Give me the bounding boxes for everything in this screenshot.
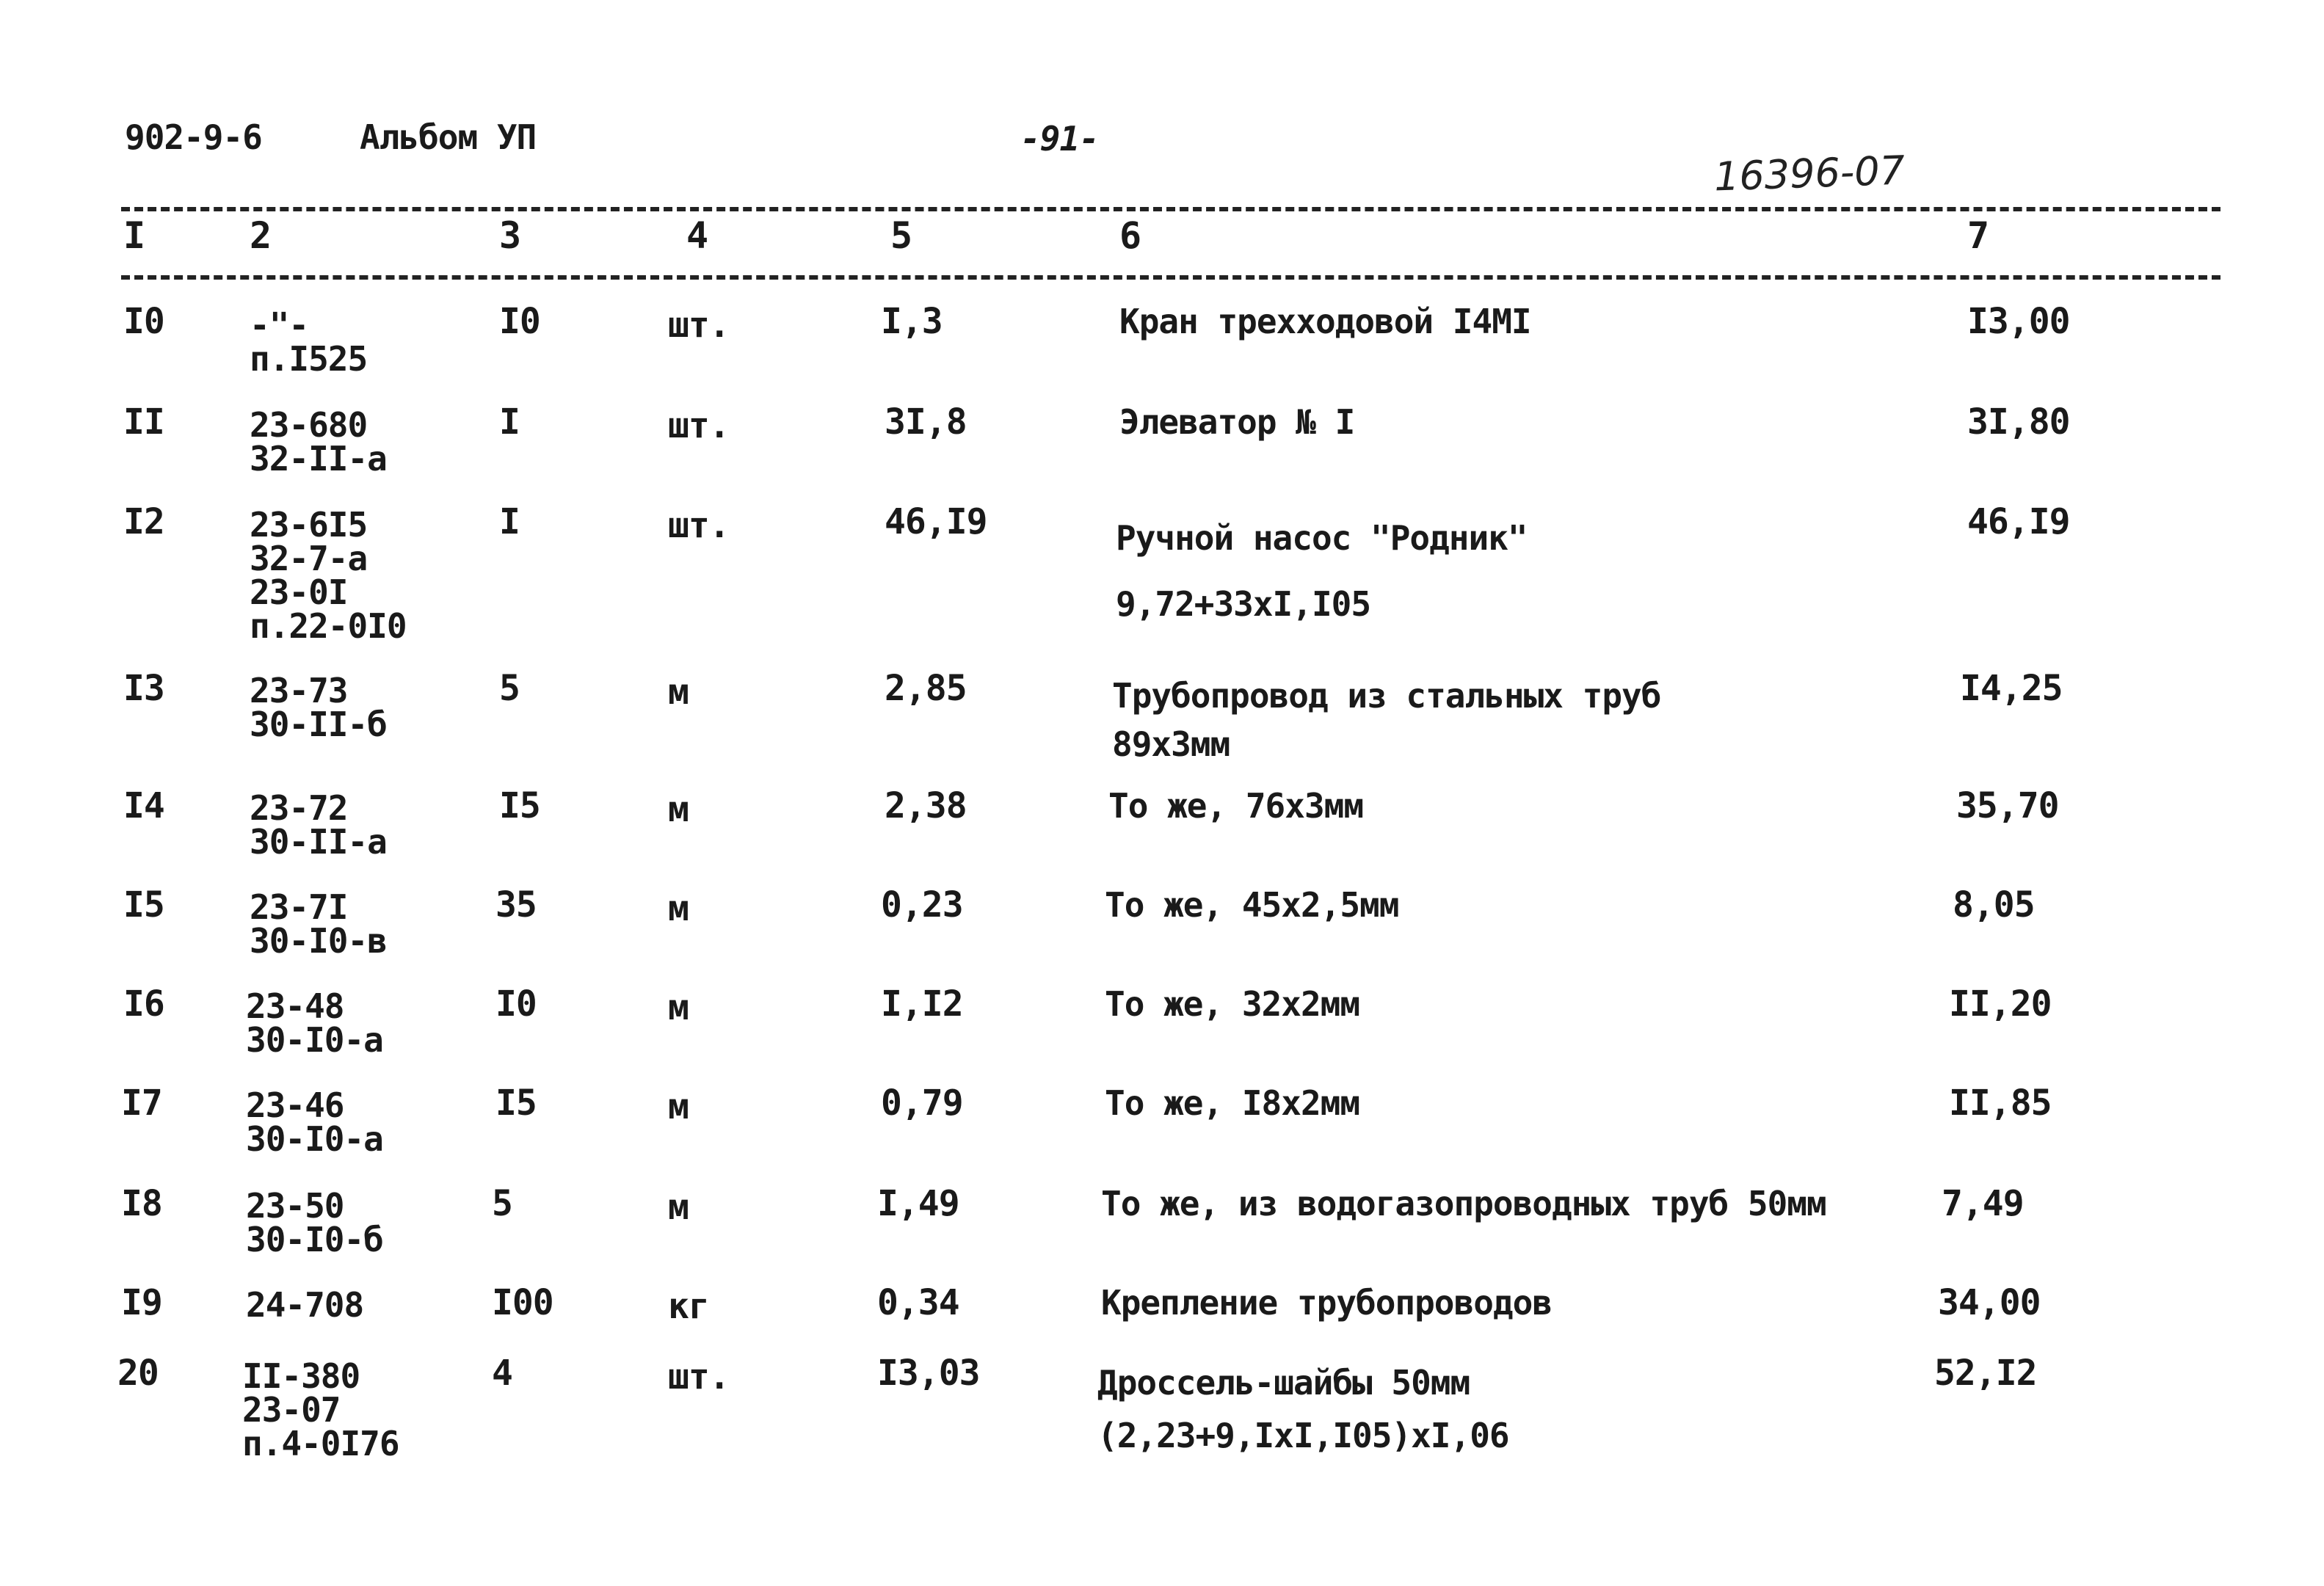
reference-cell: [246, 1085, 383, 1159]
column-header-6: 6: [1119, 214, 1142, 257]
total: I3,00: [1967, 301, 2070, 342]
reference-cell: [246, 1186, 383, 1259]
reference-cell: [250, 671, 387, 744]
reference-line: 23-0I: [250, 572, 348, 612]
column-header-5: 5: [890, 214, 913, 257]
description-line: (2,23+9,IхI,I05)хI,06: [1097, 1416, 1509, 1455]
total: 46,I9: [1967, 501, 2070, 542]
quantity: I5: [495, 1083, 537, 1124]
row-number: I6: [123, 983, 164, 1025]
description-line: То же, из водогазопроводных труб 50мм: [1101, 1184, 1826, 1223]
reference-line: 30-I0-в: [250, 921, 387, 961]
unit-price: 2,85: [885, 668, 967, 709]
reference-line: 23-7I: [250, 887, 348, 927]
total: I4,25: [1960, 668, 2063, 709]
row-number: I7: [121, 1083, 162, 1124]
unit-price: 0,79: [881, 1083, 963, 1124]
reference-cell: [250, 505, 407, 646]
quantity: I0: [499, 301, 540, 342]
description-line: Крепление трубопроводов: [1101, 1283, 1552, 1323]
description: [1116, 505, 1528, 637]
reference-line: 23-680: [250, 405, 368, 445]
description-line: То же, I8х2мм: [1105, 1083, 1360, 1123]
unit: м: [668, 672, 689, 713]
unit: шт.: [668, 505, 730, 546]
description-line: 89х3мм: [1112, 724, 1230, 764]
unit: м: [668, 888, 689, 929]
unit-price: 46,I9: [885, 501, 987, 542]
description: [1119, 402, 1355, 442]
total: 3I,80: [1967, 401, 2070, 443]
total: II,20: [1949, 983, 2052, 1025]
quantity: 35: [495, 884, 537, 925]
description-line: Ручной насос "Родник": [1116, 518, 1528, 558]
unit: м: [668, 1187, 689, 1228]
reference-line: 24-708: [246, 1285, 364, 1325]
column-header-7: 7: [1967, 214, 1990, 257]
description-line: 9,72+33хI,I05: [1116, 584, 1371, 624]
reference-line: -"-: [250, 305, 309, 345]
unit: шт.: [668, 405, 730, 446]
unit-price: I,3: [881, 301, 943, 342]
unit: м: [668, 987, 689, 1028]
total: 34,00: [1938, 1282, 2041, 1323]
header-dashed-rule: [121, 275, 2220, 280]
total: II,85: [1949, 1083, 2052, 1124]
reference-line: 30-I0-а: [246, 1119, 383, 1159]
page-number: -91-: [1020, 119, 1099, 159]
reference-line: 23-73: [250, 671, 348, 710]
row-number: I0: [123, 301, 164, 342]
total: 7,49: [1942, 1183, 2024, 1224]
row-number: 20: [117, 1353, 159, 1394]
unit-price: 0,23: [881, 884, 963, 925]
row-number: I5: [123, 884, 164, 925]
description: [1105, 984, 1360, 1024]
description-line: То же, 76х3мм: [1108, 786, 1364, 826]
description: [1097, 1356, 1509, 1462]
reference-cell: [250, 405, 387, 479]
row-number: I3: [123, 668, 164, 709]
reference-line: 23-48: [246, 986, 344, 1026]
description-line: Трубопровод из стальных труб: [1112, 676, 1661, 716]
column-header-2: 2: [250, 214, 272, 257]
reference-line: 32-II-а: [250, 439, 387, 479]
description: [1108, 786, 1364, 826]
reference-line: 23-6I5: [250, 505, 368, 545]
description: [1119, 302, 1531, 341]
total: 8,05: [1953, 884, 2035, 925]
unit: шт.: [668, 1356, 730, 1397]
reference-cell: [242, 1356, 399, 1463]
row-number: I8: [121, 1183, 162, 1224]
document-code: 902-9-6: [125, 117, 262, 157]
unit-price: I,I2: [881, 983, 963, 1025]
unit-price: I,49: [877, 1183, 959, 1224]
reference-line: 23-46: [246, 1085, 344, 1125]
unit-price: 3I,8: [885, 401, 967, 443]
column-header-1: I: [123, 214, 146, 257]
reference-line: 30-I0-б: [246, 1220, 383, 1259]
quantity: I: [499, 401, 520, 443]
reference-line: 23-50: [246, 1186, 344, 1226]
top-dashed-rule: [121, 207, 2220, 211]
reference-line: 23-72: [250, 788, 348, 828]
description-line: То же, 45х2,5мм: [1105, 885, 1399, 925]
unit: м: [668, 1086, 689, 1127]
column-header-4: 4: [686, 214, 709, 257]
album-title: Альбом УП: [360, 117, 537, 157]
unit-price: 0,34: [877, 1282, 959, 1323]
description-line: Кран трехходовой I4МI: [1119, 302, 1531, 341]
description: [1101, 1283, 1552, 1323]
row-number: I4: [123, 785, 164, 826]
description: [1105, 1083, 1360, 1123]
quantity: 5: [499, 668, 520, 709]
total: 52,I2: [1934, 1353, 2037, 1394]
unit: кг: [668, 1286, 709, 1327]
unit: шт.: [668, 305, 730, 346]
description: [1101, 1184, 1826, 1223]
reference-line: п.22-0I0: [250, 606, 407, 646]
reference-cell: [250, 305, 368, 379]
description: [1112, 672, 1660, 768]
reference-cell: [250, 788, 387, 862]
total: 35,70: [1956, 785, 2059, 826]
reference-cell: [246, 1285, 364, 1325]
reference-line: п.4-0I76: [242, 1424, 399, 1463]
description-line: Элеватор № I: [1119, 402, 1355, 442]
quantity: I5: [499, 785, 540, 826]
quantity: I00: [492, 1282, 553, 1323]
description-line: Дроссель-шайбы 50мм: [1097, 1363, 1470, 1403]
unit: м: [668, 789, 689, 830]
description: [1105, 885, 1399, 925]
row-number: I9: [121, 1282, 162, 1323]
unit-price: I3,03: [877, 1353, 980, 1394]
reference-cell: [250, 887, 387, 961]
row-number: II: [123, 401, 164, 443]
column-header-3: 3: [499, 214, 522, 257]
quantity: 5: [492, 1183, 512, 1224]
reference-line: 23-07: [242, 1390, 341, 1430]
reference-cell: [246, 986, 383, 1060]
handwritten-stamp: 16396-07: [1713, 147, 1906, 200]
reference-line: п.I525: [250, 339, 368, 379]
unit-price: 2,38: [885, 785, 967, 826]
reference-line: 30-I0-а: [246, 1020, 383, 1060]
reference-line: II-380: [242, 1356, 360, 1396]
reference-line: 30-II-б: [250, 705, 387, 744]
quantity: 4: [492, 1353, 512, 1394]
description-line: То же, 32х2мм: [1105, 984, 1360, 1024]
reference-line: 30-II-а: [250, 822, 387, 862]
reference-line: 32-7-а: [250, 539, 368, 578]
quantity: I0: [495, 983, 537, 1025]
row-number: I2: [123, 501, 164, 542]
quantity: I: [499, 501, 520, 542]
